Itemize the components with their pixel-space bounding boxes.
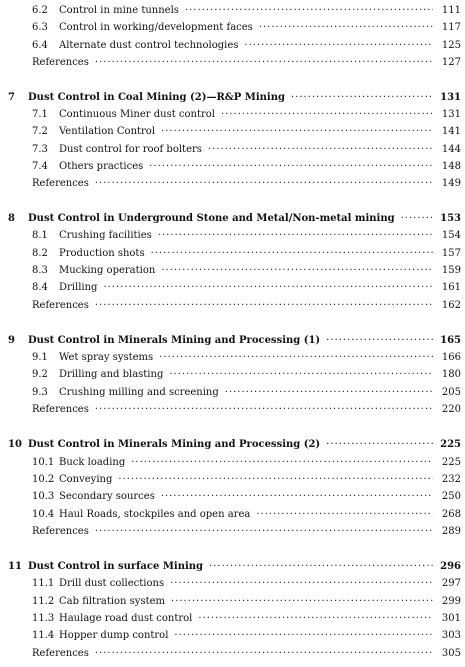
toc-page-number: 111 <box>441 5 461 16</box>
toc-leader-dots <box>169 367 433 383</box>
toc-entry-label <box>32 38 238 54</box>
toc-leader-dots <box>221 107 433 123</box>
toc-entry-label <box>32 367 163 383</box>
toc-leader-dots <box>151 246 433 262</box>
toc-entry-label <box>32 385 219 401</box>
toc-entry-label <box>32 55 89 71</box>
toc-page-number: 141 <box>441 126 461 137</box>
toc-leader-dots <box>161 489 433 505</box>
toc-item-row[interactable] <box>0 594 465 610</box>
toc-entry-title: Haul Roads, stockpiles and open area <box>59 509 251 520</box>
toc-entry-number: 6.2 <box>32 5 48 16</box>
toc-entry-label <box>8 333 320 349</box>
toc-page-number: 232 <box>441 474 461 485</box>
toc-entry-number: 7.4 <box>32 161 48 172</box>
toc-leader-dots <box>209 559 433 575</box>
toc-page-number: 305 <box>441 648 461 659</box>
toc-leader-dots <box>95 298 433 314</box>
toc-entry-number: 6.3 <box>32 22 48 33</box>
toc-entry-label <box>32 594 165 610</box>
toc-entry-label <box>32 402 89 418</box>
toc-leader-dots <box>95 402 433 418</box>
toc-page-number: 220 <box>441 404 461 415</box>
toc-entry-title: Secondary sources <box>59 491 155 502</box>
toc-leader-dots <box>149 159 433 175</box>
toc-item-row[interactable] <box>0 385 465 401</box>
toc-entry-title: Control in mine tunnels <box>59 5 179 16</box>
toc-entry-number: 7.1 <box>32 109 48 120</box>
toc-entry-title: Drill dust collections <box>59 578 165 589</box>
toc-entry-title: Others practices <box>59 161 144 172</box>
toc-entry-label <box>32 489 155 505</box>
toc-item-row[interactable] <box>0 507 465 523</box>
toc-page-number: 289 <box>441 526 461 537</box>
toc-page-number: 131 <box>440 92 461 103</box>
toc-page-number: 157 <box>441 248 461 259</box>
toc-page-number: 125 <box>441 40 461 51</box>
toc-page-number: 268 <box>441 509 461 520</box>
toc-leader-dots <box>95 55 433 71</box>
toc-entry-label <box>8 559 203 575</box>
toc-entry-number: 9 <box>8 335 15 346</box>
toc-entry-label <box>8 211 395 227</box>
toc-leader-dots <box>326 333 433 349</box>
toc-leader-dots <box>259 20 433 36</box>
toc-item-row[interactable] <box>0 20 465 36</box>
toc-references-row[interactable] <box>0 524 465 540</box>
toc-entry-title: Haulage road dust control <box>59 613 193 624</box>
toc-entry-number: 10.4 <box>32 509 55 520</box>
toc-page-number: 297 <box>441 578 461 589</box>
toc-entry-title: Alternate dust control technologies <box>59 40 239 51</box>
toc-leader-dots <box>95 176 433 192</box>
toc-entry-number: 7 <box>8 92 15 103</box>
toc-entry-label <box>32 159 143 175</box>
toc-entry-label <box>32 3 179 19</box>
toc-entry-title: Drilling <box>59 282 98 293</box>
toc-page-number: 166 <box>441 352 461 363</box>
toc-leader-dots <box>159 350 433 366</box>
toc-references-row[interactable] <box>0 646 465 662</box>
toc-entry-number: 7.2 <box>32 126 48 137</box>
toc-entry-label <box>32 176 89 192</box>
toc-item-row[interactable] <box>0 455 465 471</box>
toc-item-row[interactable] <box>0 576 465 592</box>
toc-entry-title: References <box>32 57 89 68</box>
toc-entry-number: 11.4 <box>32 630 55 641</box>
toc-entry-label <box>32 646 89 662</box>
toc-entry-title: Drilling and blasting <box>59 369 164 380</box>
toc-entry-label <box>32 246 145 262</box>
toc-page-number: 225 <box>441 457 461 468</box>
toc-item-row[interactable] <box>0 489 465 505</box>
toc-entry-number: 8.2 <box>32 248 48 259</box>
toc-references-row[interactable] <box>0 402 465 418</box>
toc-entry-number: 7.3 <box>32 144 48 155</box>
toc-page-number: 205 <box>441 387 461 398</box>
toc-entry-number: 10 <box>8 439 22 450</box>
toc-page-number: 149 <box>441 178 461 189</box>
toc-entry-label <box>32 350 153 366</box>
toc-entry-title: Hopper dump control <box>59 630 169 641</box>
toc-leader-dots <box>174 628 433 644</box>
toc-page-number: 250 <box>441 491 461 502</box>
toc-leader-dots <box>103 280 433 296</box>
toc-item-row[interactable] <box>0 367 465 383</box>
toc-entry-label <box>32 472 112 488</box>
toc-entry-number: 9.1 <box>32 352 48 363</box>
toc-leader-dots <box>131 455 433 471</box>
toc-entry-number: 10.3 <box>32 491 55 502</box>
toc-references-row[interactable] <box>0 176 465 192</box>
toc-entry-number: 10.2 <box>32 474 55 485</box>
toc-item-row[interactable] <box>0 280 465 296</box>
toc-item-row[interactable] <box>0 3 465 19</box>
toc-leader-dots <box>256 507 433 523</box>
toc-item-row[interactable] <box>0 263 465 279</box>
toc-chapter-row[interactable] <box>0 333 465 349</box>
toc-item-row[interactable] <box>0 228 465 244</box>
toc-references-row[interactable] <box>0 298 465 314</box>
toc-entry-label <box>32 124 155 140</box>
toc-leader-dots <box>244 38 433 54</box>
toc-entry-number: 8.1 <box>32 230 48 241</box>
toc-entry-title: References <box>32 648 89 659</box>
toc-entry-label <box>32 107 215 123</box>
toc-entry-title: References <box>32 300 89 311</box>
toc-entry-label <box>32 228 152 244</box>
toc-entry-title: References <box>32 404 89 415</box>
toc-entry-title: Dust Control in Minerals Mining and Processing (1) <box>28 335 321 346</box>
toc-page-number: 165 <box>440 335 461 346</box>
toc-entry-number: 11 <box>8 561 22 572</box>
toc-leader-dots <box>161 124 433 140</box>
toc-page-number: 296 <box>440 561 461 572</box>
toc-page-number: 153 <box>440 213 461 224</box>
toc-entry-title: Dust Control in Coal Mining (2)—R&P Mining <box>28 92 285 103</box>
toc-leader-dots <box>208 142 433 158</box>
toc-references-row[interactable] <box>0 55 465 71</box>
toc-entry-label <box>32 142 202 158</box>
toc-entry-number: 11.2 <box>32 596 55 607</box>
toc-item-row[interactable] <box>0 124 465 140</box>
toc-item-row[interactable] <box>0 246 465 262</box>
toc-entry-title: Ventilation Control <box>59 126 156 137</box>
toc-entry-title: Dust Control in surface Mining <box>28 561 204 572</box>
toc-entry-label <box>32 280 97 296</box>
toc-chapter-row[interactable] <box>0 90 465 106</box>
toc-leader-dots <box>95 646 433 662</box>
toc-entry-label <box>32 628 168 644</box>
toc-chapter-row[interactable] <box>0 211 465 227</box>
toc-entry-label <box>32 455 125 471</box>
toc-entry-number: 10.1 <box>32 457 55 468</box>
toc-entry-title: Buck loading <box>59 457 126 468</box>
toc-entry-label <box>8 437 320 453</box>
toc-entry-number: 11.3 <box>32 613 55 624</box>
toc-entry-title: Control in working/development faces <box>59 22 253 33</box>
toc-entry-title: References <box>32 178 89 189</box>
toc-entry-title: Dust Control in Underground Stone and Metal/Non-metal mining <box>28 213 395 224</box>
toc-entry-number: 8 <box>8 213 15 224</box>
toc-item-row[interactable] <box>0 611 465 627</box>
toc-entry-number: 11.1 <box>32 578 55 589</box>
toc-page-number: 131 <box>441 109 461 120</box>
toc-entry-number: 9.2 <box>32 369 48 380</box>
toc-entry-number: 9.3 <box>32 387 48 398</box>
toc-entry-title: Cab filtration system <box>59 596 166 607</box>
toc-page-number: 303 <box>441 630 461 641</box>
toc-leader-dots <box>291 90 433 106</box>
toc-leader-dots <box>95 524 433 540</box>
toc-entry-title: References <box>32 526 89 537</box>
toc-page-number: 159 <box>441 265 461 276</box>
toc-page-number: 162 <box>441 300 461 311</box>
toc-page-number: 148 <box>441 161 461 172</box>
toc-page-number: 161 <box>441 282 461 293</box>
toc-entry-title: Wet spray systems <box>59 352 154 363</box>
toc-chapter-row[interactable] <box>0 437 465 453</box>
toc-entry-title: Dust Control in Minerals Mining and Processing (2) <box>28 439 321 450</box>
toc-item-row[interactable] <box>0 38 465 54</box>
toc-leader-dots <box>326 437 433 453</box>
toc-leader-dots <box>401 211 433 227</box>
toc-leader-dots <box>225 385 433 401</box>
toc-entry-title: Dust control for roof bolters <box>59 144 202 155</box>
toc-page-number: 301 <box>441 613 461 624</box>
toc-entry-label <box>32 263 155 279</box>
toc-entry-label <box>32 298 89 314</box>
toc-entry-number: 8.4 <box>32 282 48 293</box>
toc-entry-title: Production shots <box>59 248 145 259</box>
toc-leader-dots <box>170 576 433 592</box>
toc-page-number: 127 <box>441 57 461 68</box>
toc-entry-title: Continuous Miner dust control <box>59 109 215 120</box>
toc-page-number: 225 <box>440 439 461 450</box>
toc-item-row[interactable] <box>0 472 465 488</box>
toc-entry-title: Crushing facilities <box>59 230 152 241</box>
toc-item-row[interactable] <box>0 142 465 158</box>
toc-entry-title: Crushing milling and screening <box>59 387 219 398</box>
toc-entry-title: Conveying <box>59 474 113 485</box>
toc-page-number: 180 <box>441 369 461 380</box>
toc-entry-label <box>32 507 250 523</box>
toc-leader-dots <box>118 472 433 488</box>
toc-page-number: 117 <box>441 22 461 33</box>
toc-entry-label <box>32 20 253 36</box>
toc-item-row[interactable] <box>0 628 465 644</box>
toc-leader-dots <box>171 594 433 610</box>
toc-leader-dots <box>158 228 433 244</box>
toc-page-number: 154 <box>441 230 461 241</box>
toc-item-row[interactable] <box>0 107 465 123</box>
toc-entry-label <box>8 90 285 106</box>
toc-entry-title: Mucking operation <box>59 265 156 276</box>
toc-item-row[interactable] <box>0 159 465 175</box>
toc-entry-number: 6.4 <box>32 40 48 51</box>
toc-leader-dots <box>161 263 433 279</box>
toc-entry-label <box>32 524 89 540</box>
toc-leader-dots <box>198 611 433 627</box>
toc-entry-label <box>32 611 192 627</box>
toc-page-number: 299 <box>441 596 461 607</box>
toc-entry-number: 8.3 <box>32 265 48 276</box>
toc-entry-label <box>32 576 164 592</box>
toc-leader-dots <box>185 3 433 19</box>
toc-page-number: 144 <box>441 144 461 155</box>
toc-chapter-row[interactable] <box>0 559 465 575</box>
toc-item-row[interactable] <box>0 350 465 366</box>
